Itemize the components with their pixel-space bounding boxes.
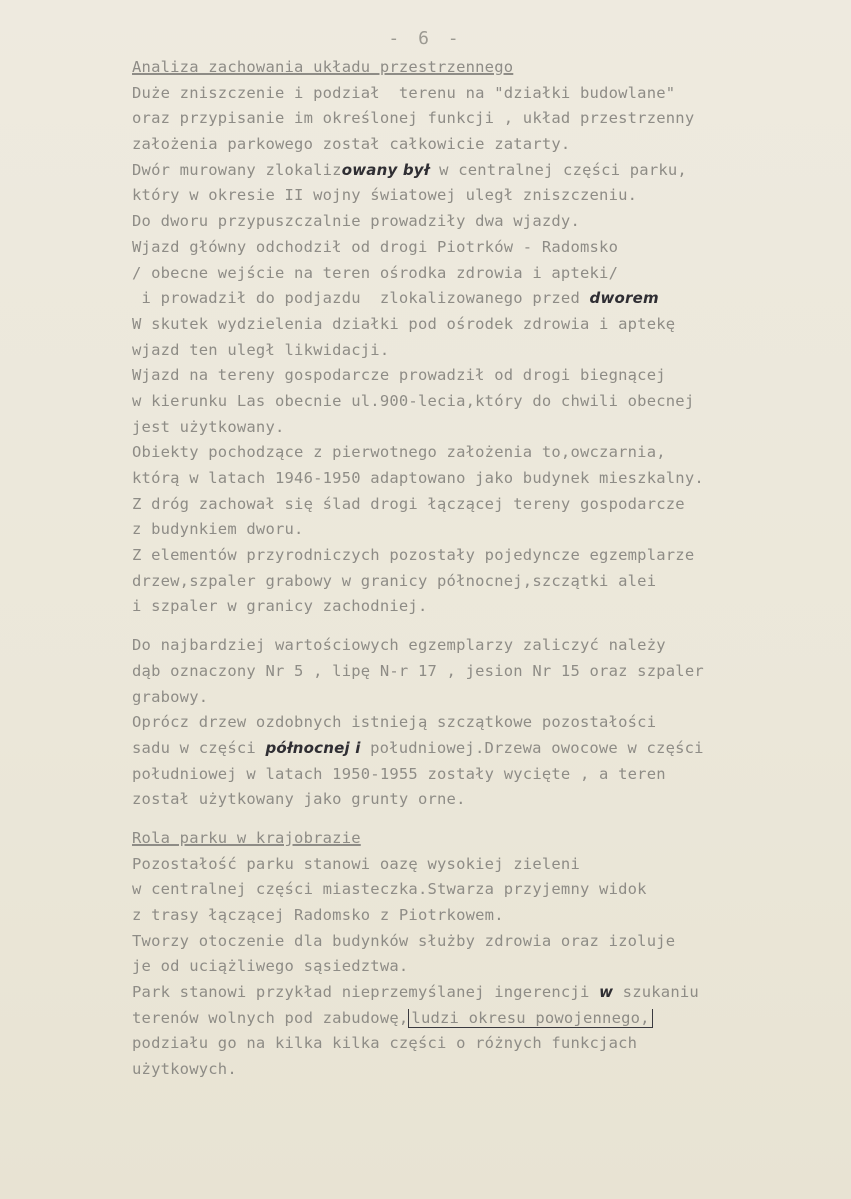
- text-line: grabowy.: [132, 687, 209, 706]
- text-line: [132, 158, 812, 184]
- text-line: Wjazd na tereny gospodarcze prowadził od drogi biegnącej: [132, 366, 666, 385]
- text-segment: południowej.Drzewa owocowe w części: [360, 738, 704, 757]
- text-line: [132, 980, 812, 1006]
- heading-park-role: Rola parku w krajobrazie: [132, 828, 361, 847]
- handwritten-correction: owany był: [341, 160, 430, 179]
- text-segment: Dwór murowany zlokaliz: [132, 160, 342, 179]
- text-line: Pozostałość parku stanowi oazę wysokiej zieleni: [132, 854, 580, 873]
- text-line: drzew,szpaler grabowy w granicy północnej,szczątki alei: [132, 571, 657, 590]
- text-line: dąb oznaczony Nr 5 , lipę N-r 17 , jesion Nr 15 oraz szpaler: [132, 661, 704, 680]
- text-line: Do dworu przypuszczalnie prowadziły dwa wjazdy.: [132, 212, 580, 231]
- text-line: Tworzy otoczenie dla budynków służby zdrowia oraz izoluje: [132, 931, 676, 950]
- text-line: W skutek wydzielenia działki pod ośrodek zdrowia i aptekę: [132, 314, 676, 333]
- page-number: - 6 -: [388, 28, 463, 49]
- text-line: i szpaler w granicy zachodniej.: [132, 597, 428, 616]
- text-segment: terenów wolnych pod zabudowę,: [132, 1008, 409, 1027]
- text-line: Do najbardziej wartościowych egzemplarzy zaliczyć należy: [132, 636, 666, 655]
- handwritten-correction: w: [599, 983, 614, 1002]
- text-line: w kierunku Las obecnie ul.900-lecia,który do chwili obecnej: [132, 391, 695, 410]
- text-line: jest użytkowany.: [132, 417, 285, 436]
- text-line: [132, 736, 812, 762]
- handwritten-correction: północnej i: [265, 738, 361, 757]
- text-line: z budynkiem dworu.: [132, 520, 304, 539]
- text-segment: Park stanowi przykład nieprzemyślanej ingerencji: [132, 983, 600, 1002]
- text-line: Duże zniszczenie i podział terenu na "działki budowlane": [132, 83, 676, 102]
- text-line: Wjazd główny odchodził od drogi Piotrków - Radomsko: [132, 237, 619, 256]
- paragraph-gap: [132, 620, 812, 633]
- text-line: oraz przypisanie im określonej funkcji , układ przestrzenny: [132, 109, 695, 128]
- paragraph-gap: [132, 813, 812, 826]
- text-line: je od uciążliwego sąsiedztwa.: [132, 957, 409, 976]
- text-line: użytkowych.: [132, 1060, 237, 1079]
- text-line: Z elementów przyrodniczych pozostały pojedyncze egzemplarze: [132, 546, 695, 565]
- text-segment: w centralnej części parku,: [429, 160, 687, 179]
- text-line: / obecne wejście na teren ośrodka zdrowia i apteki/: [132, 263, 619, 282]
- text-line: wjazd ten uległ likwidacji.: [132, 340, 390, 359]
- text-line: w centralnej części miasteczka.Stwarza przyjemny widok: [132, 880, 647, 899]
- handwritten-bracket: ludzi okresu powojennego,: [408, 1009, 652, 1028]
- text-line: założenia parkowego został całkowicie zatarty.: [132, 135, 571, 154]
- text-line: został użytkowany jako grunty orne.: [132, 790, 466, 809]
- text-segment: i prowadził do podjazdu zlokalizowanego przed: [132, 289, 590, 308]
- text-line: [132, 286, 812, 312]
- text-line: Z dróg zachował się ślad drogi łączącej tereny gospodarcze: [132, 494, 685, 513]
- text-segment: szukaniu: [613, 983, 699, 1002]
- text-line: Oprócz drzew ozdobnych istnieją szczątkowe pozostałości: [132, 713, 657, 732]
- text-line: południowej w latach 1950-1955 zostały wycięte , a teren: [132, 764, 666, 783]
- text-line: który w okresie II wojny światowej uległ zniszczeniu.: [132, 186, 638, 205]
- text-line: Obiekty pochodzące z pierwotnego założenia to,owczarnia,: [132, 443, 666, 462]
- text-line: podziału go na kilka kilka części o różnych funkcjach: [132, 1034, 638, 1053]
- handwritten-correction: dworem: [589, 289, 659, 308]
- text-line: z trasy łączącej Radomsko z Piotrkowem.: [132, 906, 504, 924]
- document-body: [132, 55, 812, 1083]
- text-line: którą w latach 1946-1950 adaptowano jako budynek mieszkalny.: [132, 469, 704, 487]
- text-segment: sadu w części: [132, 738, 266, 757]
- text-line: [132, 1006, 812, 1032]
- heading-spatial-analysis: Analiza zachowania układu przestrzennego: [132, 58, 514, 76]
